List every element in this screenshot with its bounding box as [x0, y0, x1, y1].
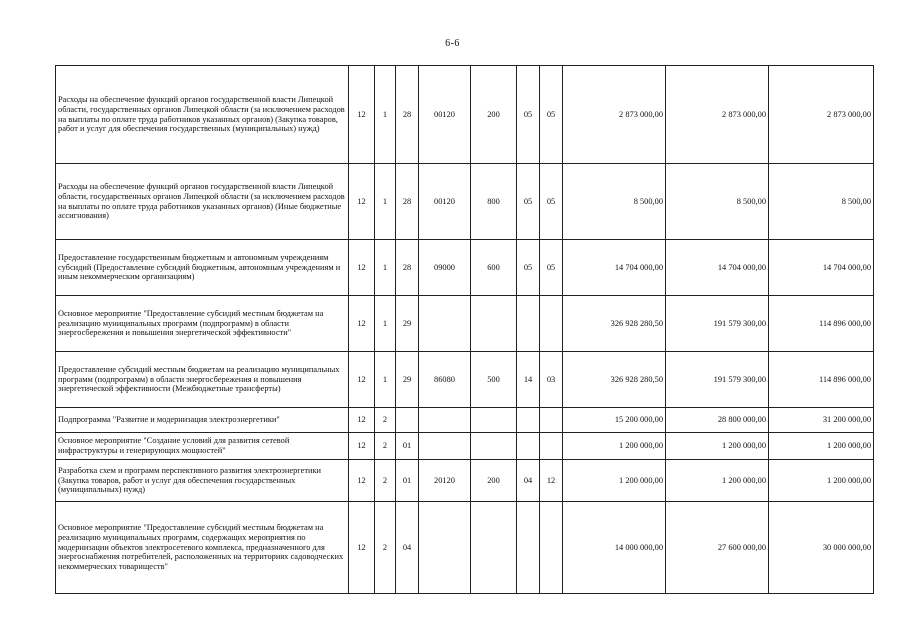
item-name: Предоставление субсидий местным бюджетам на реализацию муниципальных программ (подпрограмм) в области энергосбережения и повышения энергетической эффективности (Межбюджетные трансферты) [56, 352, 349, 408]
item-name: Основное мероприятие "Предоставление субсидий местным бюджетам на реализацию муниципальных программ, содержащих мероприятия по модернизации объектов электросетевого комплекса, предназначенного для энергоснабжения потребителей, расположенных на территориях садоводческих некоммерческих товариществ" [56, 502, 349, 594]
expense-type [471, 296, 517, 352]
item-name: Разработка схем и программ перспективного развития электроэнергетики (Закупка товаров, работ и услуг для обеспечения государственных (муниципальных) нужд) [56, 460, 349, 502]
activity-code: 29 [396, 352, 419, 408]
amount-year-2: 27 600 000,00 [666, 502, 769, 594]
division [517, 502, 540, 594]
section-code: 12 [349, 460, 375, 502]
direction-code: 00120 [419, 66, 471, 164]
direction-code: 20120 [419, 460, 471, 502]
subdivision [540, 296, 563, 352]
expense-type: 200 [471, 66, 517, 164]
table-row [56, 296, 874, 352]
item-name: Предоставление государственным бюджетным и автономным учреждениям субсидий (Предоставление субсидий бюджетным, автономным учреждениям и иным некоммерческим организациям) [56, 240, 349, 296]
subdivision: 12 [540, 460, 563, 502]
amount-year-3: 1 200 000,00 [769, 433, 874, 460]
amount-year-2: 191 579 300,00 [666, 296, 769, 352]
table-row [56, 240, 874, 296]
activity-code [396, 408, 419, 433]
amount-year-3: 2 873 000,00 [769, 66, 874, 164]
division: 05 [517, 66, 540, 164]
direction-code [419, 296, 471, 352]
amount-year-3: 31 200 000,00 [769, 408, 874, 433]
amount-year-2: 191 579 300,00 [666, 352, 769, 408]
amount-year-2: 1 200 000,00 [666, 460, 769, 502]
subprogram-code: 2 [375, 460, 396, 502]
amount-year-3: 30 000 000,00 [769, 502, 874, 594]
expense-type [471, 408, 517, 433]
item-name: Подпрограмма "Развитие и модернизация электроэнергетики" [56, 408, 349, 433]
subprogram-code: 1 [375, 352, 396, 408]
expense-type [471, 433, 517, 460]
item-name: Расходы на обеспечение функций органов государственной власти Липецкой области, государственных органов Липецкой области (за исключением расходов на выплаты по оплате труда работников указанных органов) (Закупка товаров, работ и услуг для обеспечения государственных (муниципальных) нужд) [56, 66, 349, 164]
amount-year-1: 2 873 000,00 [563, 66, 666, 164]
division: 14 [517, 352, 540, 408]
expense-type: 800 [471, 164, 517, 240]
amount-year-1: 1 200 000,00 [563, 433, 666, 460]
direction-code: 86080 [419, 352, 471, 408]
table-row [56, 352, 874, 408]
section-code: 12 [349, 352, 375, 408]
subprogram-code: 1 [375, 240, 396, 296]
amount-year-1: 326 928 280,50 [563, 296, 666, 352]
expense-type: 600 [471, 240, 517, 296]
item-name: Основное мероприятие "Предоставление субсидий местным бюджетам на реализацию муниципальных программ (подпрограмм) в области энергосбережения и повышения энергетической эффективности" [56, 296, 349, 352]
amount-year-3: 14 704 000,00 [769, 240, 874, 296]
direction-code [419, 502, 471, 594]
amount-year-1: 14 000 000,00 [563, 502, 666, 594]
amount-year-2: 8 500,00 [666, 164, 769, 240]
amount-year-1: 1 200 000,00 [563, 460, 666, 502]
expense-type: 200 [471, 460, 517, 502]
amount-year-1: 14 704 000,00 [563, 240, 666, 296]
section-code: 12 [349, 433, 375, 460]
activity-code: 28 [396, 240, 419, 296]
subdivision [540, 408, 563, 433]
page-number: 6-6 [445, 38, 460, 49]
subdivision [540, 502, 563, 594]
direction-code [419, 408, 471, 433]
activity-code: 04 [396, 502, 419, 594]
table-row [56, 66, 874, 164]
division: 05 [517, 164, 540, 240]
subdivision: 05 [540, 164, 563, 240]
amount-year-3: 114 896 000,00 [769, 352, 874, 408]
section-code: 12 [349, 164, 375, 240]
subprogram-code: 2 [375, 502, 396, 594]
division [517, 296, 540, 352]
amount-year-1: 15 200 000,00 [563, 408, 666, 433]
section-code: 12 [349, 66, 375, 164]
amount-year-3: 8 500,00 [769, 164, 874, 240]
amount-year-3: 114 896 000,00 [769, 296, 874, 352]
activity-code: 29 [396, 296, 419, 352]
amount-year-2: 1 200 000,00 [666, 433, 769, 460]
subprogram-code: 2 [375, 408, 396, 433]
table-row [56, 460, 874, 502]
activity-code: 01 [396, 460, 419, 502]
subprogram-code: 1 [375, 164, 396, 240]
amount-year-1: 8 500,00 [563, 164, 666, 240]
amount-year-2: 28 800 000,00 [666, 408, 769, 433]
section-code: 12 [349, 408, 375, 433]
activity-code: 01 [396, 433, 419, 460]
subdivision: 05 [540, 240, 563, 296]
table-row [56, 502, 874, 594]
subdivision: 03 [540, 352, 563, 408]
section-code: 12 [349, 502, 375, 594]
division: 05 [517, 240, 540, 296]
amount-year-2: 2 873 000,00 [666, 66, 769, 164]
section-code: 12 [349, 296, 375, 352]
table-row [56, 408, 874, 433]
budget-table [55, 65, 874, 594]
item-name: Расходы на обеспечение функций органов государственной власти Липецкой области, государственных органов Липецкой области (за исключением расходов на выплаты по оплате труда работников указанных органов) (Иные бюджетные ассигнования) [56, 164, 349, 240]
subprogram-code: 2 [375, 433, 396, 460]
amount-year-3: 1 200 000,00 [769, 460, 874, 502]
subprogram-code: 1 [375, 66, 396, 164]
division: 04 [517, 460, 540, 502]
activity-code: 28 [396, 66, 419, 164]
division [517, 433, 540, 460]
amount-year-1: 326 928 280,50 [563, 352, 666, 408]
amount-year-2: 14 704 000,00 [666, 240, 769, 296]
division [517, 408, 540, 433]
subprogram-code: 1 [375, 296, 396, 352]
direction-code: 09000 [419, 240, 471, 296]
direction-code: 00120 [419, 164, 471, 240]
item-name: Основное мероприятие "Создание условий для развития сетевой инфраструктуры и генерирующих мощностей" [56, 433, 349, 460]
subdivision [540, 433, 563, 460]
table-row [56, 164, 874, 240]
table-row [56, 433, 874, 460]
activity-code: 28 [396, 164, 419, 240]
section-code: 12 [349, 240, 375, 296]
direction-code [419, 433, 471, 460]
expense-type [471, 502, 517, 594]
expense-type: 500 [471, 352, 517, 408]
subdivision: 05 [540, 66, 563, 164]
